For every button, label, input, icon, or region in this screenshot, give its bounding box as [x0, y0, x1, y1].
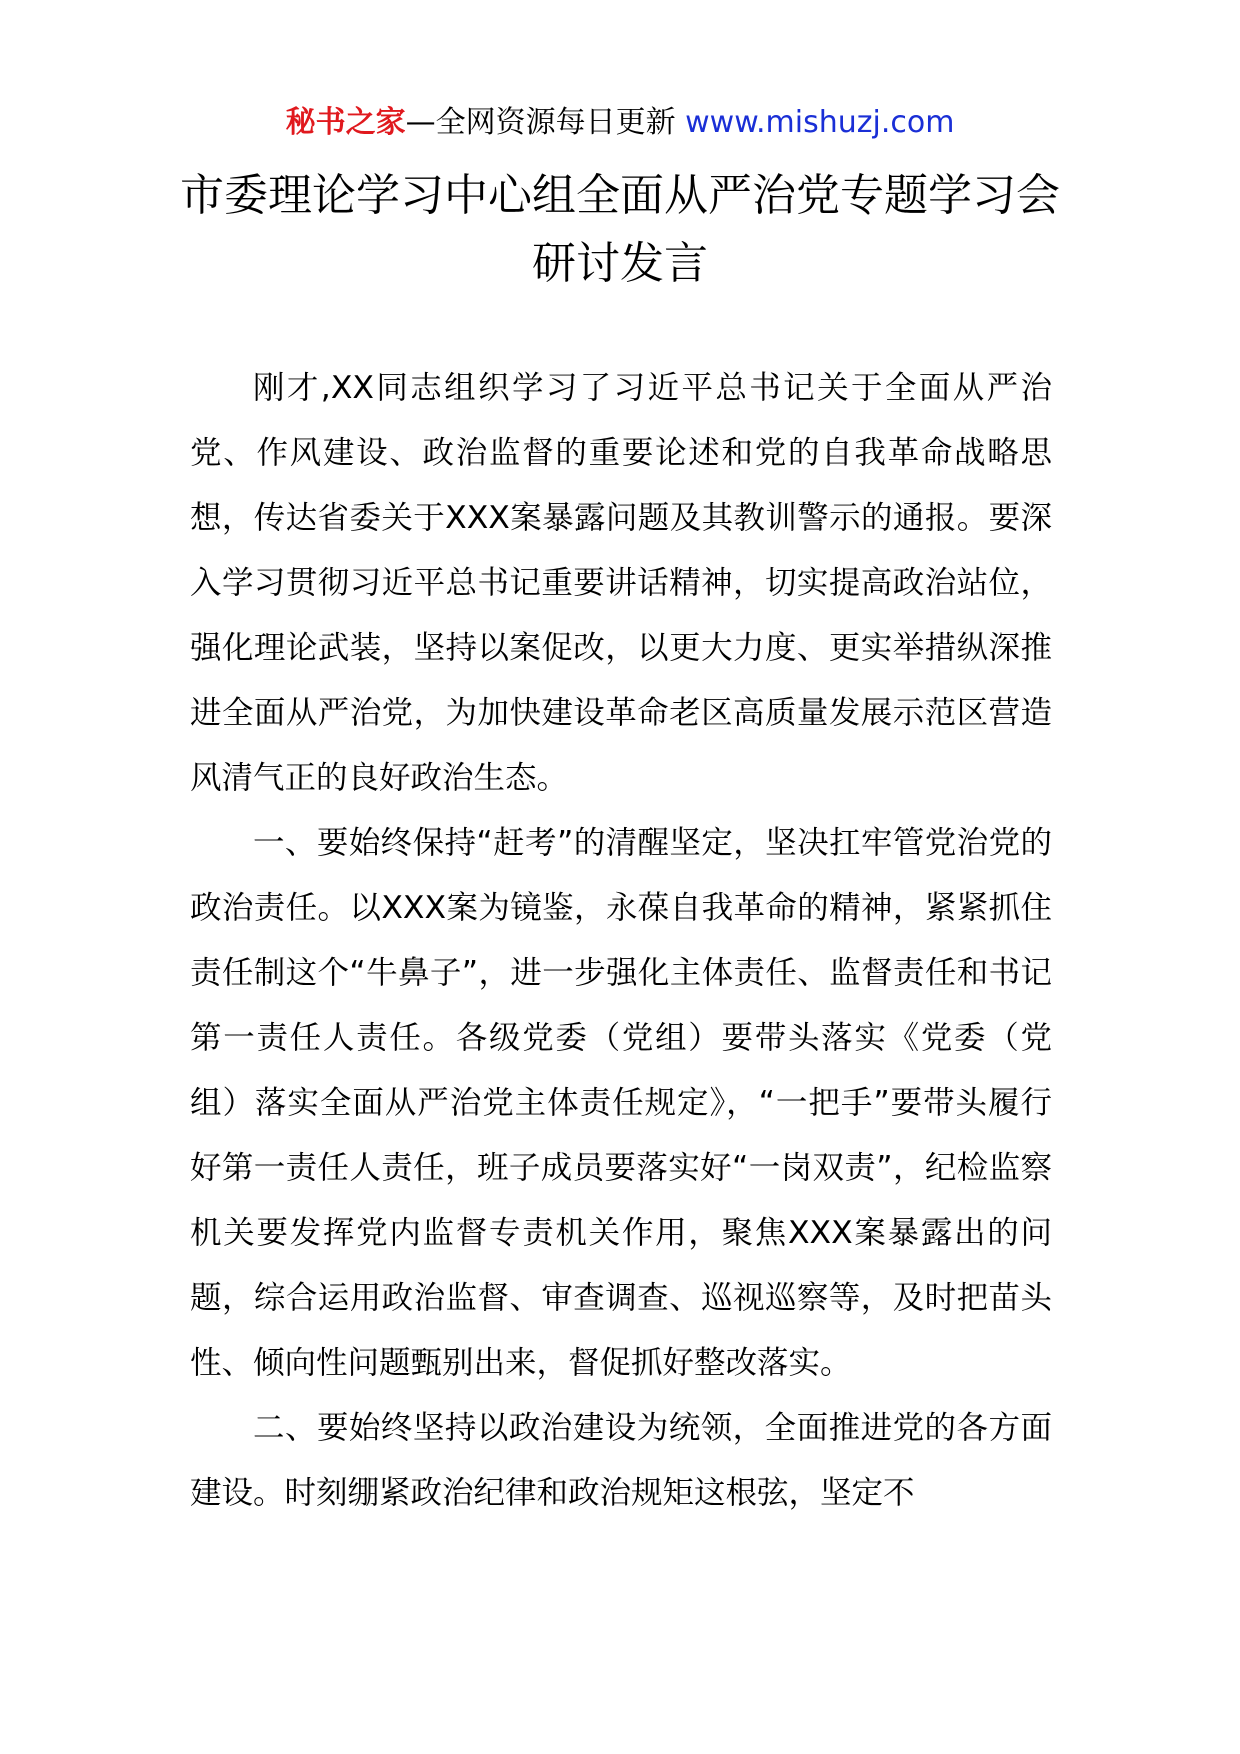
paragraph-section-two: 二、要始终坚持以政治建设为统领，全面推进党的各方面建设。时刻绷紧政治纪律和政治规矩这根弦，坚定不 [190, 1410, 1052, 1511]
document-title: 市委理论学习中心组全面从严治党专题学习会研讨发言 [180, 170, 1060, 289]
watermark-header [0, 100, 1240, 146]
paragraph-section-one: 一、要始终保持“赶考”的清醒坚定，坚决扛牢管党治党的政治责任。以XXX案为镜鉴，永葆自我革命的精神，紧紧抓住责任制这个“牛鼻子”，进一步强化主体责任、监督责任和书记第一责任人责任。各级党委（党组）要带头落实《党委（党组）落实全面从严治党主体责任规定》，“一把手”要带头履行好第一责任人责任，班子成员要落实好“一岗双责”，纪检监察机关要发挥党内监督专责机关作用，聚焦XXX案暴露出的问题，综合运用政治监督、审查调查、巡视巡察等，及时把苗头性、倾向性问题甄别出来，督促抓好整改落实。 [190, 825, 1052, 1381]
document-body [190, 356, 1052, 1526]
header-slogan: —全网资源每日更新 [405, 105, 676, 140]
brand-name: 秘书之家 [285, 105, 406, 140]
paragraph-intro: 刚才,XX同志组织学习了习近平总书记关于全面从严治党、作风建设、政治监督的重要论述和党的自我革命战略思想，传达省委关于XXX案暴露问题及其教训警示的通报。要深入学习贯彻习近平总书记重要讲话精神，切实提高政治站位，强化理论武装，坚持以案促改，以更大力度、更实举措纵深推进全面从严治党，为加快建设革命老区高质量发展示范区营造风清气正的良好政治生态。 [190, 370, 1052, 796]
site-url-link[interactable]: www.mishuzj.com [685, 105, 955, 140]
